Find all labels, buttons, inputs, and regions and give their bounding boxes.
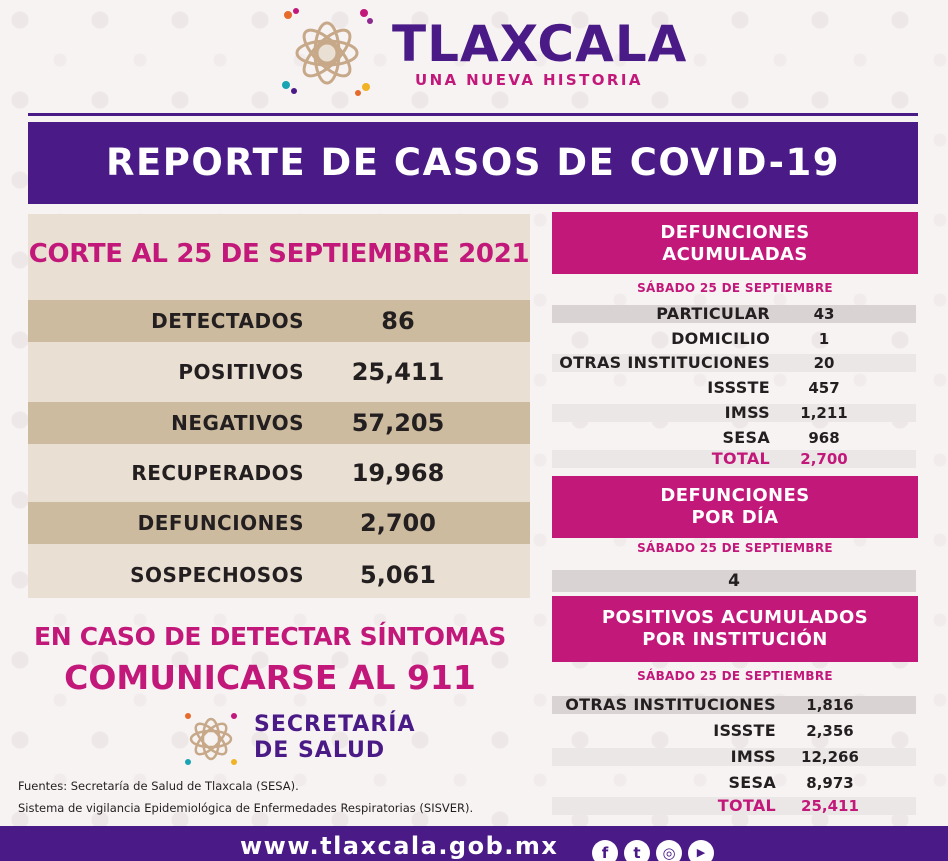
summary-row <box>28 300 530 342</box>
table-row <box>552 722 916 740</box>
table-row <box>552 330 916 348</box>
report-date: SÁBADO 25 DE SEPTIEMBRE <box>637 669 833 683</box>
summary-label: POSITIVOS <box>178 360 304 384</box>
facebook-icon[interactable]: f <box>592 840 618 861</box>
brand-title: TLAXCALA <box>392 15 688 73</box>
header-line: POR DÍA <box>691 507 779 528</box>
row-value: 20 <box>813 354 835 372</box>
row-label: IMSS <box>730 747 776 766</box>
header-line: DEFUNCIONES <box>660 485 810 506</box>
symptoms-message: EN CASO DE DETECTAR SÍNTOMAS <box>34 622 506 651</box>
row-value: 968 <box>808 429 840 447</box>
defunciones-acumuladas-header <box>552 212 918 274</box>
summary-label: DETECTADOS <box>151 309 304 333</box>
twitter-icon[interactable]: t <box>624 840 650 861</box>
summary-value: 2,700 <box>360 509 436 537</box>
summary-row <box>28 452 530 494</box>
brand-subtitle: UNA NUEVA HISTORIA <box>415 71 643 89</box>
defunciones-dia-header <box>552 476 918 538</box>
instagram-icon[interactable]: ◎ <box>656 840 682 861</box>
row-value: 1,816 <box>806 696 854 714</box>
row-label: SESA <box>728 773 776 792</box>
table-row <box>552 354 916 372</box>
summary-label: DEFUNCIONES <box>137 511 304 535</box>
table-row-total <box>552 450 916 468</box>
table-row <box>552 404 916 422</box>
report-date: SÁBADO 25 DE SEPTIEMBRE <box>637 541 833 555</box>
positivos-institucion-header <box>552 596 918 662</box>
row-value: 8,973 <box>806 774 854 792</box>
row-value: 457 <box>808 379 840 397</box>
summary-row <box>28 502 530 544</box>
divider <box>28 113 918 116</box>
table-row <box>552 774 916 792</box>
header-line: DEFUNCIONES <box>660 222 810 243</box>
table-row <box>552 305 916 323</box>
summary-value: 25,411 <box>351 358 445 386</box>
secretaria-subtitle: DE SALUD <box>254 738 386 763</box>
summary-label: RECUPERADOS <box>131 461 304 485</box>
youtube-icon[interactable]: ▶ <box>688 840 714 861</box>
flower-logo-icon <box>274 3 380 99</box>
table-row <box>552 379 916 397</box>
row-label: PARTICULAR <box>656 304 770 323</box>
row-value: 12,266 <box>801 748 859 766</box>
row-label: ISSSTE <box>713 721 776 740</box>
sources-line: Fuentes: Secretaría de Salud de Tlaxcala (SESA). <box>18 779 299 793</box>
summary-value: 5,061 <box>360 561 436 589</box>
secretaria-logo-icon <box>180 708 242 770</box>
row-value: 2,356 <box>806 722 854 740</box>
row-value: 1,211 <box>800 404 848 422</box>
row-value: 43 <box>813 305 835 323</box>
row-label: TOTAL <box>717 796 776 815</box>
summary-value: 19,968 <box>351 459 445 487</box>
row-label: TOTAL <box>711 449 770 468</box>
summary-row <box>28 402 530 444</box>
row-label: DOMICILIO <box>671 329 770 348</box>
header-line: POR INSTITUCIÓN <box>642 629 828 650</box>
table-row <box>552 429 916 447</box>
row-value: 25,411 <box>801 797 859 815</box>
row-label: OTRAS INSTITUCIONES <box>565 695 776 714</box>
corte-date: CORTE AL 25 DE SEPTIEMBRE 2021 <box>28 239 530 269</box>
secretaria-title: SECRETARÍA <box>254 712 416 737</box>
summary-label: SOSPECHOSOS <box>130 563 304 587</box>
report-date: SÁBADO 25 DE SEPTIEMBRE <box>637 281 833 295</box>
row-label: ISSSTE <box>707 378 770 397</box>
table-row-total <box>552 797 916 815</box>
summary-value: 57,205 <box>351 409 445 437</box>
summary-row <box>28 554 530 596</box>
table-row <box>552 748 916 766</box>
row-label: IMSS <box>724 403 770 422</box>
row-value: 2,700 <box>800 450 848 468</box>
report-banner: REPORTE DE CASOS DE COVID-19 <box>28 122 918 204</box>
row-label: OTRAS INSTITUCIONES <box>559 353 770 372</box>
header-line: POSITIVOS ACUMULADOS <box>601 607 869 628</box>
summary-row <box>28 351 530 393</box>
summary-label: NEGATIVOS <box>171 411 304 435</box>
deaths-per-day-value: 4 <box>552 570 916 592</box>
header-line: ACUMULADAS <box>662 244 808 265</box>
website-link[interactable]: www.tlaxcala.gob.mx <box>240 832 559 860</box>
sources-line: Sistema de vigilancia Epidemiológica de Enfermedades Respiratorias (SISVER). <box>18 801 474 815</box>
row-label: SESA <box>722 428 770 447</box>
summary-value: 86 <box>381 307 415 335</box>
table-row <box>552 696 916 714</box>
row-value: 1 <box>818 330 830 348</box>
emergency-number: COMUNICARSE AL 911 <box>64 658 476 697</box>
